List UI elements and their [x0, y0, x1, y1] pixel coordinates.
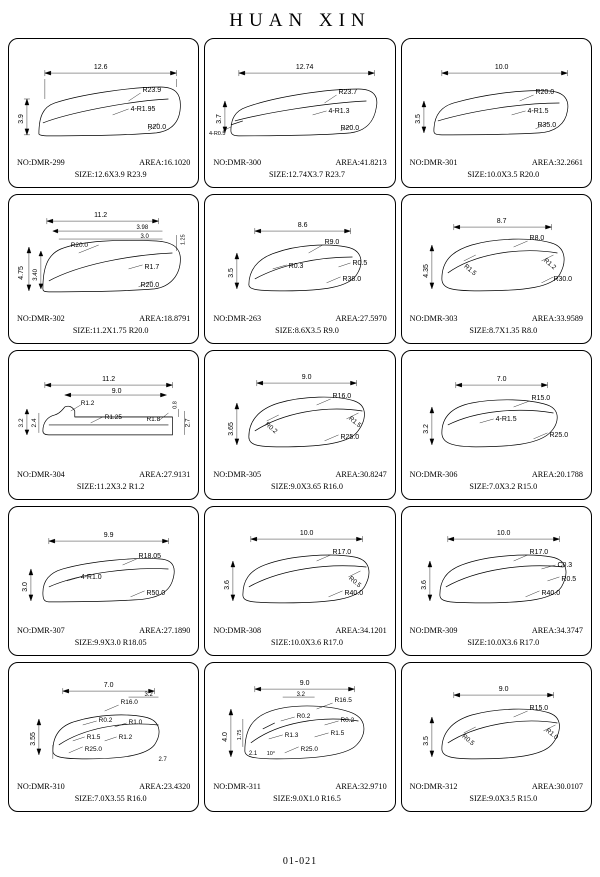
- profile-card[interactable]: [401, 506, 592, 656]
- dim-label: 4.75: [17, 266, 25, 280]
- radius-label: R20.0: [340, 124, 360, 132]
- card-meta: [9, 157, 198, 181]
- dim-label: 3.0: [140, 234, 149, 241]
- page-title: HUAN XIN: [229, 10, 371, 31]
- technical-drawing: [402, 507, 591, 615]
- dim-label: 3.5: [228, 268, 236, 278]
- dim-label: 3.2: [144, 692, 153, 699]
- profile-grid: [0, 38, 600, 812]
- card-meta: [402, 313, 591, 337]
- part-size: SIZE:7.0X3.2 R15.0: [469, 482, 538, 491]
- technical-drawing: [205, 663, 394, 771]
- dim-label: 2.7: [158, 756, 167, 763]
- radius-label: 4-R1.95: [130, 105, 156, 113]
- part-number: NO:DMR-303: [409, 314, 458, 323]
- card-meta: [205, 157, 394, 181]
- part-size: SIZE:9.0X3.65 R16.0: [271, 482, 343, 491]
- part-size: SIZE:9.9X3.0 R18.05: [74, 638, 147, 647]
- part-area: AREA:41.8213: [335, 158, 387, 167]
- radius-label: R15.0: [531, 395, 550, 403]
- radius-label: R1.5: [462, 263, 478, 278]
- card-meta: [9, 625, 198, 649]
- profile-card[interactable]: [204, 662, 395, 812]
- radius-label: R8.0: [529, 235, 544, 243]
- radius-label: 4-R1.5: [527, 107, 549, 115]
- dim-label: 4.35: [422, 264, 430, 278]
- card-meta: [205, 469, 394, 493]
- radius-label: R20.0: [535, 88, 554, 96]
- technical-drawing: [9, 507, 198, 615]
- radius-label: R0.2: [340, 716, 355, 724]
- radius-label: R1.0: [128, 718, 143, 726]
- dim-label: 9.0: [498, 686, 509, 694]
- technical-drawing: [205, 507, 394, 615]
- profile-card[interactable]: [204, 194, 395, 344]
- technical-drawing: [9, 351, 198, 459]
- radius-label: R16.0: [120, 699, 138, 707]
- radius-label: R1.2: [80, 400, 95, 407]
- radius-label: R16.0: [332, 393, 352, 401]
- dim-label: 3.55: [29, 732, 37, 746]
- radius-label: R0.5: [347, 575, 363, 590]
- technical-drawing: [9, 663, 198, 771]
- radius-label: R0.2: [263, 421, 279, 436]
- radius-label: R50.0: [146, 589, 166, 597]
- part-area: AREA:32.2661: [531, 158, 583, 167]
- part-area: AREA:20.1788: [531, 470, 583, 479]
- card-meta: [402, 157, 591, 181]
- dim-label: 3.6: [224, 580, 232, 590]
- part-number: NO:DMR-307: [17, 626, 65, 635]
- part-size: SIZE:12.6X3.9 R23.9: [74, 170, 147, 179]
- dim-label: 3.6: [420, 580, 428, 590]
- dim-label: 12.6: [93, 64, 108, 72]
- dim-label: 0.8: [172, 401, 179, 409]
- radius-label: 4-R0.5: [209, 130, 226, 137]
- radius-label: R23.7: [338, 88, 358, 96]
- card-meta: [205, 313, 394, 337]
- part-area: AREA:32.9710: [335, 782, 387, 791]
- card-meta: [402, 625, 591, 649]
- profile-card[interactable]: [204, 350, 395, 500]
- part-number: NO:DMR-306: [409, 470, 458, 479]
- radius-label: R17.0: [332, 549, 352, 557]
- radius-label: R25.0: [300, 745, 319, 753]
- card-meta: [402, 781, 591, 805]
- dim-label: 2.1: [249, 750, 258, 757]
- dim-label: 7.0: [103, 682, 114, 690]
- dim-label: 4.0: [222, 732, 230, 742]
- dim-label: 3.5: [414, 114, 422, 124]
- dim-label: 3.2: [422, 424, 430, 434]
- dim-label: 3.98: [136, 225, 149, 232]
- profile-card[interactable]: [401, 38, 592, 188]
- dim-label: 3.7: [216, 114, 224, 124]
- dim-label: 8.6: [298, 222, 308, 230]
- radius-label: R40.0: [344, 589, 364, 597]
- technical-drawing: [205, 351, 394, 459]
- card-meta: [402, 469, 591, 493]
- radius-label: R18.05: [138, 553, 162, 561]
- radius-label: R0.5: [352, 259, 368, 267]
- dim-label: 10.0: [496, 530, 511, 538]
- dim-label: 2.7: [184, 418, 192, 428]
- technical-drawing: [402, 351, 591, 459]
- card-meta: [9, 313, 198, 337]
- part-size: SIZE:7.0X3.55 R16.0: [74, 794, 147, 803]
- dim-label: 10.0: [300, 530, 314, 538]
- part-area: AREA:30.0107: [531, 782, 583, 791]
- radius-label: C0.3: [557, 561, 572, 569]
- radius-label: R25.0: [84, 745, 102, 753]
- part-area: AREA:27.5970: [335, 314, 387, 323]
- technical-drawing: [402, 195, 591, 303]
- profile-card[interactable]: [8, 38, 199, 188]
- part-size: SIZE:8.6X3.5 R9.0: [275, 326, 339, 335]
- part-number: NO:DMR-301: [409, 158, 458, 167]
- profile-card[interactable]: [204, 506, 395, 656]
- part-area: AREA:34.1201: [335, 626, 387, 635]
- radius-label: R0.3: [289, 262, 304, 270]
- radius-label: R20.0: [147, 123, 167, 131]
- radius-label: R1.25: [104, 413, 122, 421]
- radius-label: R1.5: [86, 733, 101, 741]
- card-meta: [9, 781, 198, 805]
- part-area: AREA:30.8247: [335, 470, 387, 479]
- part-size: SIZE:9.0X3.5 R15.0: [469, 794, 538, 803]
- radius-label: R0.5: [460, 733, 476, 748]
- radius-label: R35.0: [537, 121, 556, 129]
- part-area: AREA:23.4320: [139, 782, 191, 791]
- part-number: NO:DMR-305: [213, 470, 262, 479]
- part-area: AREA:27.9131: [139, 470, 191, 479]
- radius-label: R17.0: [529, 549, 548, 557]
- radius-label: R40.0: [541, 589, 560, 597]
- radius-label: R23.9: [142, 87, 162, 95]
- dim-label: 1.25: [180, 234, 187, 246]
- part-number: NO:DMR-299: [17, 158, 65, 167]
- part-size: SIZE:11.2X3.2 R1.2: [76, 482, 145, 491]
- dim-label: 3.9: [17, 114, 25, 124]
- dim-label: 10°: [267, 750, 276, 757]
- technical-drawing: [9, 39, 198, 147]
- radius-label: R38.0: [342, 275, 362, 283]
- part-number: NO:DMR-312: [409, 782, 458, 791]
- profile-card[interactable]: [8, 506, 199, 656]
- dim-label: 3.5: [422, 736, 430, 746]
- dim-label: 7.0: [496, 376, 507, 384]
- part-number: NO:DMR-310: [17, 782, 65, 791]
- dim-label: 10.0: [494, 64, 509, 72]
- part-size: SIZE:10.0X3.5 R20.0: [467, 170, 540, 179]
- radius-label: R0.5: [561, 575, 576, 583]
- radius-label: R25.0: [549, 431, 568, 439]
- part-area: AREA:34.3747: [531, 626, 583, 635]
- part-size: SIZE:8.7X1.35 R8.0: [469, 326, 538, 335]
- part-number: NO:DMR-311: [213, 782, 261, 791]
- radius-label: R1.7: [144, 263, 160, 271]
- technical-drawing: [402, 39, 591, 147]
- profile-card[interactable]: [8, 194, 199, 344]
- radius-label: R1.3: [285, 731, 299, 739]
- dim-label: 3.2: [297, 692, 306, 699]
- radius-label: R1.5: [330, 729, 345, 737]
- radius-label: R1.2: [118, 733, 133, 741]
- page-footer: 01-021: [282, 856, 318, 867]
- radius-label: 4-R1.0: [80, 573, 102, 581]
- dim-label: 3.2: [17, 418, 25, 428]
- part-size: SIZE:10.0X3.6 R17.0: [467, 638, 540, 647]
- dim-label: 9.0: [111, 388, 122, 396]
- dim-label: 2.4: [30, 418, 38, 428]
- radius-label: R1.8: [146, 415, 161, 423]
- radius-label: R15.0: [529, 705, 548, 713]
- dim-label: 3.65: [228, 422, 236, 436]
- profile-card[interactable]: [8, 662, 199, 812]
- dim-label: 9.0: [300, 680, 310, 688]
- part-area: AREA:18.8791: [139, 314, 191, 323]
- dim-label: 3.0: [21, 582, 29, 592]
- radius-label: R0.2: [98, 716, 113, 724]
- part-area: AREA:27.1890: [139, 626, 191, 635]
- dim-label: 11.2: [102, 376, 116, 384]
- dim-label: 11.2: [94, 212, 108, 220]
- part-number: NO:DMR-263: [213, 314, 262, 323]
- part-size: SIZE:10.0X3.6 R17.0: [271, 638, 343, 647]
- profile-card[interactable]: [401, 350, 592, 500]
- radius-label: 4-R1.5: [495, 415, 517, 423]
- part-number: NO:DMR-308: [213, 626, 262, 635]
- dim-label: 9.9: [103, 532, 114, 540]
- dim-label: 9.0: [302, 374, 312, 382]
- card-meta: [205, 625, 394, 649]
- profile-card[interactable]: [8, 350, 199, 500]
- radius-label: R9.0: [324, 239, 340, 247]
- part-number: NO:DMR-309: [409, 626, 458, 635]
- technical-drawing: [9, 195, 198, 303]
- card-meta: [9, 469, 198, 493]
- radius-label: R1.2: [541, 257, 557, 272]
- radius-label: R20.0: [140, 281, 160, 289]
- part-size: SIZE:12.74X3.7 R23.7: [269, 170, 345, 179]
- radius-label: R1.5: [347, 415, 363, 430]
- card-meta: [205, 781, 394, 805]
- radius-label: R20.0: [70, 242, 89, 250]
- part-number: NO:DMR-300: [213, 158, 262, 167]
- radius-label: R0.2: [297, 712, 311, 720]
- dim-label: 3.40: [32, 269, 39, 281]
- radius-label: R1.0: [543, 727, 559, 742]
- profile-card[interactable]: [401, 662, 592, 812]
- dim-label: 12.74: [296, 64, 314, 72]
- technical-drawing: [205, 195, 394, 303]
- profile-card[interactable]: [401, 194, 592, 344]
- technical-drawing: [402, 663, 591, 771]
- radius-label: R25.0: [340, 433, 360, 441]
- part-number: NO:DMR-304: [17, 470, 65, 479]
- part-area: AREA:33.9589: [531, 314, 583, 323]
- part-size: SIZE:9.0X1.0 R16.5: [273, 794, 341, 803]
- dim-label: 1.75: [237, 729, 244, 741]
- part-area: AREA:16.1020: [139, 158, 191, 167]
- radius-label: R30.0: [553, 275, 572, 283]
- radius-label: R16.5: [334, 697, 353, 705]
- technical-drawing: [205, 39, 394, 147]
- part-size: SIZE:11.2X1.75 R20.0: [72, 326, 149, 335]
- part-number: NO:DMR-302: [17, 314, 65, 323]
- dim-label: 8.7: [496, 218, 507, 226]
- profile-card[interactable]: [204, 38, 395, 188]
- radius-label: 4-R1.3: [328, 107, 350, 115]
